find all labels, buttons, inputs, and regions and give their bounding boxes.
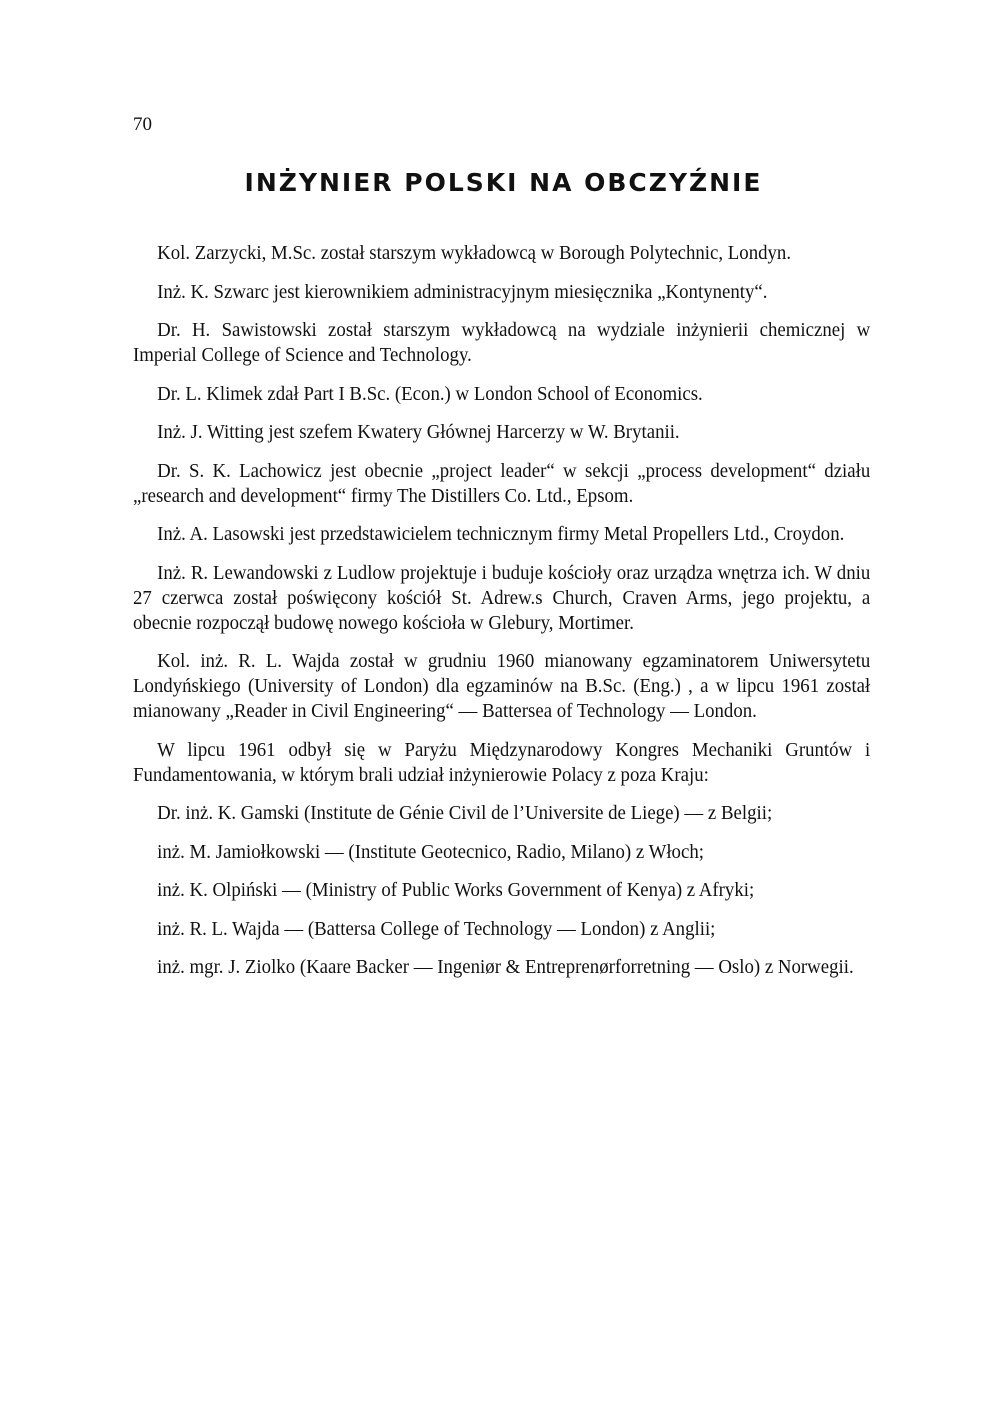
paragraph-ziolko: inż. mgr. J. Ziolko (Kaare Backer — Ingeniør & Entreprenørforretning — Oslo) z Norwegii. [157,957,854,978]
paragraph-wajda: Kol. inż. R. L. Wajda został w grudniu 1960 mianowany egzaminatorem Uniwersytetu Londyńskiego (University of London) dla egzaminów na B.Sc. (Eng.) , a w lipcu 1961 został mianowany „Reader in Civil Engineering“ — Battersea of Technology — London. [133,651,871,722]
paragraph-lasowski: Inż. A. Lasowski jest przedstawicielem technicznym firmy Metal Propellers Ltd., Croydon. [157,524,845,545]
paragraph-jamiolkowski: inż. M. Jamiołkowski — (Institute Geotecnico, Radio, Milano) z Włoch; [157,841,704,863]
article-body [133,241,870,980]
paragraph-sawistowski: Dr. H. Sawistowski został starszym wykładowcą na wydziale inżynierii chemicznej w Imperial College of Science and Technology. [133,320,871,366]
page-number: 70 [133,114,152,135]
paragraph-lewandowski: Inż. R. Lewandowski z Ludlow projektuje i buduje kościoły oraz urządza wnętrza ich. W dniu 27 czerwca został poświęcony kościół St. Adrew.s Church, Craven Arms, jego projektu, a obecnie rozpoczął budowę nowego kościoła w Glebury, Mortimer. [133,562,871,634]
paragraph-olpinski: inż. K. Olpiński — (Ministry of Public Works Government of Kenya) z Afryki; [157,880,755,901]
paragraph-lachowicz: Dr. S. K. Lachowicz jest obecnie „project leader“ w sekcji „process development“ działu „research and development“ firmy The Distillers Co. Ltd., Epsom. [133,460,871,507]
paragraph-wajda-congress: inż. R. L. Wajda — (Battersa College of Technology — London) z Anglii; [157,918,716,940]
paragraph-zarzycki: Kol. Zarzycki, M.Sc. został starszym wykładowcą w Borough Polytechnic, Londyn. [157,243,792,264]
paragraph-witting: Inż. J. Witting jest szefem Kwatery Głównej Harcerzy w W. Brytanii. [157,422,680,443]
paragraph-gamski: Dr. inż. K. Gamski (Institute de Génie Civil de l’Universite de Liege) — z Belgii; [157,803,773,824]
paragraph-szwarc: Inż. K. Szwarc jest kierownikiem administracyjnym miesięcznika „Kontynenty“. [157,281,768,303]
paragraph-klimek: Dr. L. Klimek zdał Part I B.Sc. (Econ.) w London School of Economics. [157,383,703,405]
article-title: INŻYNIER POLSKI NA OBCZYŹNIE [244,168,763,197]
document-page [133,113,870,994]
paragraph-congress: W lipcu 1961 odbył się w Paryżu Międzynarodowy Kongres Mechaniki Gruntów i Fundamentowania, w którym brali udział inżynierowie Polacy z poza Kraju: [133,739,871,786]
